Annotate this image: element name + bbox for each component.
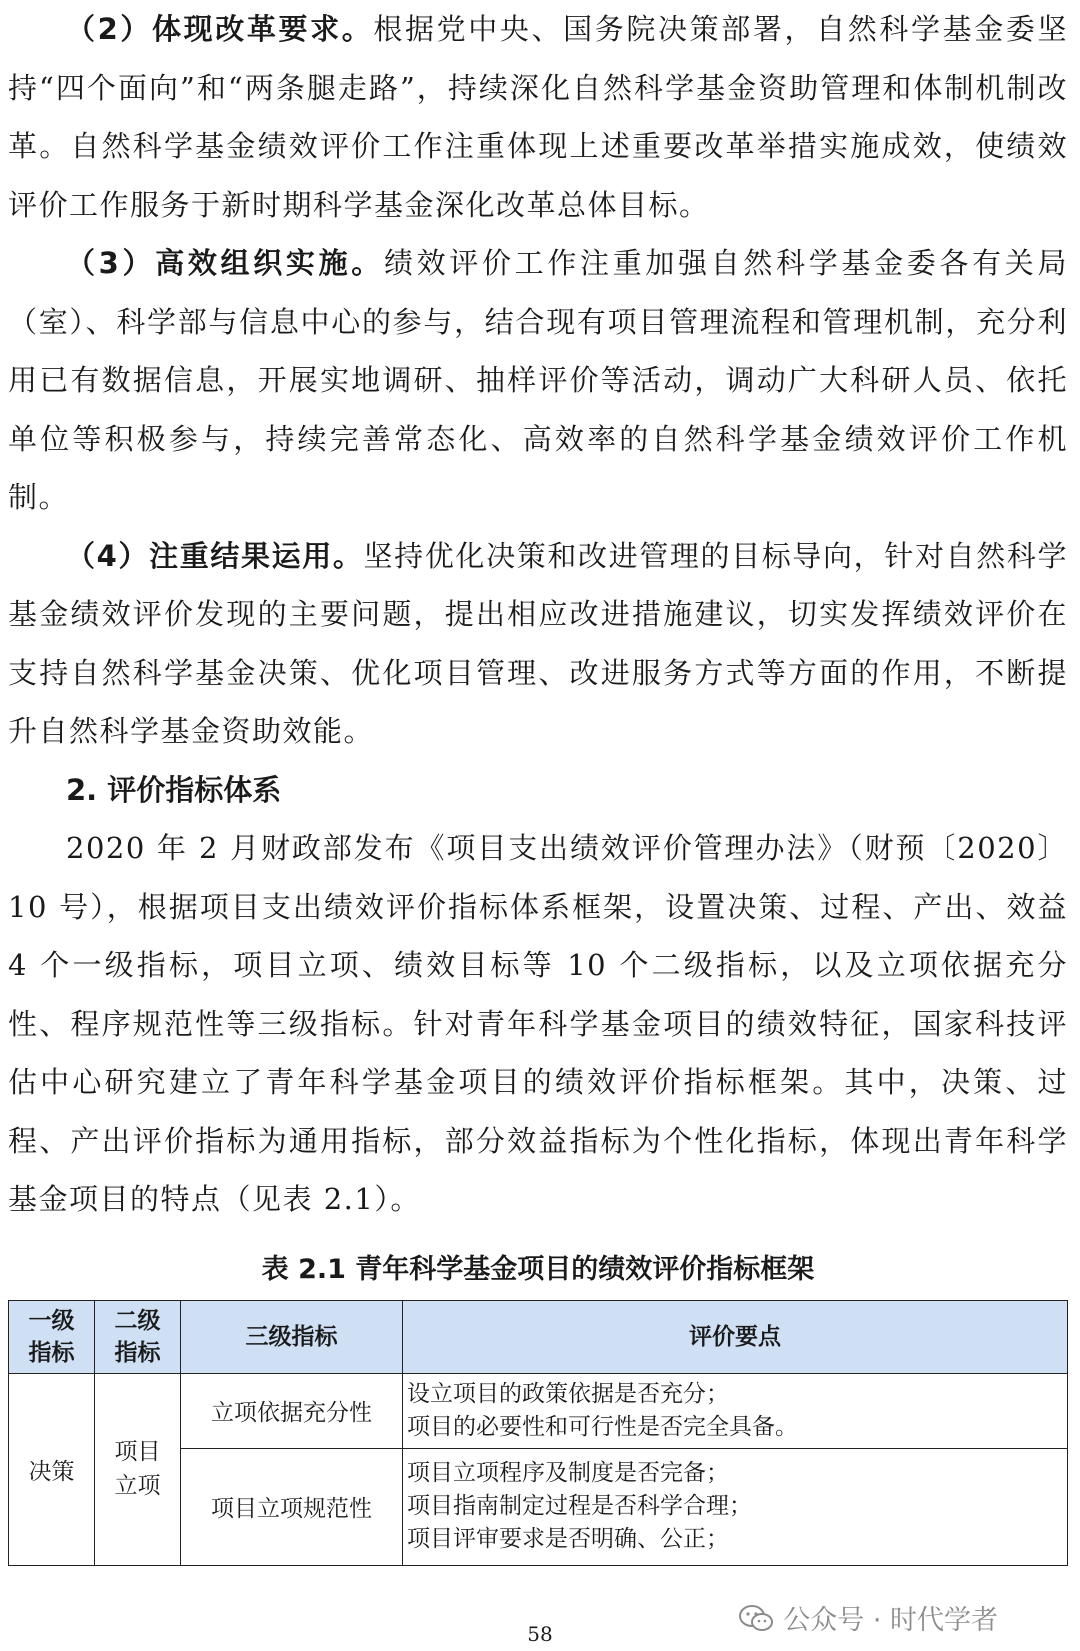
table-caption: 表 2.1 青年科学基金项目的绩效评价指标框架 (261, 1253, 815, 1285)
page-number: 58 (527, 1622, 553, 1646)
paragraph-results (8, 527, 1068, 761)
indicator-table (8, 1300, 1068, 1566)
cell-level2: 项目 立项 (95, 1373, 181, 1565)
header-level3: 三级指标 (181, 1300, 403, 1373)
header-level2: 二级 指标 (95, 1300, 181, 1373)
table-row (9, 1373, 1068, 1448)
section-paragraph: 2020 年 2 月财政部发布《项目支出绩效评价管理办法》（财预〔2020〕10 号），根据项目支出绩效评价指标体系框架，设置决策、过程、产出、效益 4 个一级指标，项目立项、绩效目标等 10 个二级指标，以及立项依据充分性、程序规范性等三级指标。针对青年科学基金项目的绩效特征，国家科技评估中心研究建立了青年科学基金项目的绩效评价指标框架。其中，决策、过程、产出评价指标为通用指标，部分效益指标为个性化指标，体现出青年科学基金项目的特点（见表 2.1）。 (8, 831, 1068, 1216)
watermark-text: 公众号 · 时代学者 (783, 1605, 998, 1636)
paragraph-lead: （3）高效组织实施。 (66, 246, 384, 280)
paragraph-text: 坚持优化决策和改进管理的目标导向，针对自然科学基金绩效评价发现的主要问题，提出相应改进措施建议，切实发挥绩效评价在支持自然科学基金决策、优化项目管理、改进服务方式等方面的作用，不断提升自然科学基金资助效能。 (8, 538, 1068, 748)
section-heading: 2. 评价指标体系 (66, 772, 282, 807)
paragraph-lead: （2）体现改革要求。 (66, 12, 374, 46)
paragraph-text: 根据党中央、国务院决策部署，自然科学基金委坚持“四个面向”和“两条腿走路”，持续深化自然科学基金资助管理和体制机制改革。自然科学基金绩效评价工作注重体现上述重要改革举措实施成效，使绩效评价工作服务于新时期科学基金深化改革总体目标。 (8, 12, 1068, 222)
paragraph-text: 绩效评价工作注重加强自然科学基金委各有关局（室）、科学部与信息中心的参与，结合现有项目管理流程和管理机制，充分利用已有数据信息，开展实地调研、抽样评价等活动，调动广大科研人员、依托单位等积极参与，持续完善常态化、高效率的自然科学基金绩效评价工作机制。 (8, 246, 1068, 514)
cell-level3: 项目立项规范性 (181, 1448, 403, 1565)
paragraph-implementation (8, 234, 1068, 527)
paragraph-lead: （4）注重结果运用。 (66, 538, 364, 573)
table-header-row (9, 1300, 1068, 1373)
document-page (8, 0, 1068, 1566)
cell-points: 设立项目的政策依据是否充分； 项目的必要性和可行性是否完全具备。 (403, 1373, 1068, 1448)
cell-level3: 立项依据充分性 (181, 1373, 403, 1448)
cell-points: 项目立项程序及制度是否完备； 项目指南制定过程是否科学合理； 项目评审要求是否明确、公正； (403, 1448, 1068, 1565)
paragraph-reform (8, 0, 1068, 234)
cell-level1: 决策 (9, 1373, 95, 1565)
header-points: 评价要点 (403, 1300, 1068, 1373)
header-level1: 一级 指标 (9, 1300, 95, 1373)
